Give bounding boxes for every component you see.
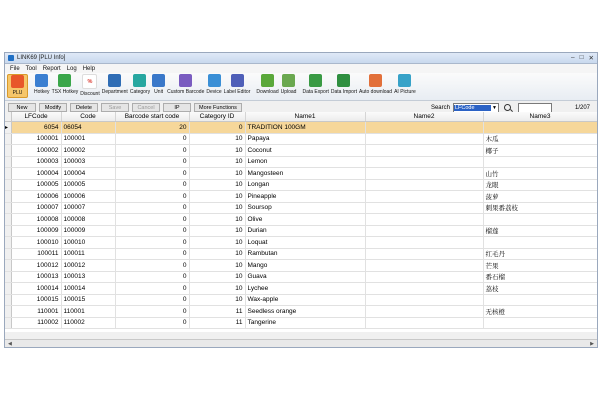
- table-row[interactable]: [5, 225, 597, 237]
- table-cell[interactable]: 榴莲: [483, 225, 597, 237]
- table-cell[interactable]: 100001: [11, 133, 61, 145]
- department-icon: [108, 74, 121, 87]
- table-cell[interactable]: 100015: [61, 294, 115, 306]
- table-cell[interactable]: [365, 133, 483, 145]
- table-cell[interactable]: [365, 214, 483, 226]
- data-import-icon: [337, 74, 350, 87]
- ribbon-toolbar: [5, 73, 597, 101]
- table-cell[interactable]: 无核橙: [483, 306, 597, 318]
- table-cell[interactable]: 100004: [11, 168, 61, 180]
- table-cell[interactable]: 10: [189, 168, 245, 180]
- table-cell[interactable]: 110002: [61, 317, 115, 329]
- table-cell[interactable]: [483, 294, 597, 306]
- table-cell[interactable]: [365, 283, 483, 295]
- table-cell[interactable]: 10: [189, 145, 245, 157]
- table-row[interactable]: [5, 145, 597, 157]
- ribbon-button[interactable]: [80, 74, 99, 97]
- page-indicator: 1/207: [574, 104, 590, 111]
- table-cell[interactable]: 0: [115, 306, 189, 318]
- scroll-right-icon[interactable]: ▶: [590, 340, 594, 347]
- table-row[interactable]: [5, 260, 597, 272]
- plu-table: [5, 112, 597, 332]
- column-header[interactable]: Category ID: [189, 112, 245, 122]
- ribbon-button[interactable]: [224, 74, 251, 95]
- table-cell[interactable]: 0: [115, 225, 189, 237]
- table-cell[interactable]: 0: [115, 237, 189, 249]
- table-cell[interactable]: Papaya: [245, 133, 365, 145]
- scroll-left-icon[interactable]: ◀: [8, 340, 12, 347]
- table-cell[interactable]: [483, 317, 597, 329]
- unit-icon: [152, 74, 165, 87]
- table-cell[interactable]: [483, 214, 597, 226]
- table-row[interactable]: [5, 122, 597, 134]
- ribbon-button-label: Label Editor: [223, 89, 251, 95]
- table-cell[interactable]: Tangerine: [245, 317, 365, 329]
- ribbon-button-label: Auto download: [359, 89, 393, 95]
- table-cell[interactable]: 100012: [61, 260, 115, 272]
- table-cell[interactable]: 100010: [11, 237, 61, 249]
- close-button[interactable]: ✕: [588, 55, 594, 62]
- table-cell[interactable]: 100014: [61, 283, 115, 295]
- table-cell[interactable]: 100015: [11, 294, 61, 306]
- table-cell[interactable]: Rambutan: [245, 248, 365, 260]
- table-cell[interactable]: Olive: [245, 214, 365, 226]
- table-cell[interactable]: 100007: [11, 202, 61, 214]
- table-cell[interactable]: 木瓜: [483, 133, 597, 145]
- table-cell[interactable]: Guava: [245, 271, 365, 283]
- chevron-down-icon: ▼: [492, 104, 497, 111]
- table-cell[interactable]: 0: [115, 156, 189, 168]
- table-cell[interactable]: 10: [189, 248, 245, 260]
- table-cell[interactable]: 10: [189, 283, 245, 295]
- horizontal-scrollbar[interactable]: [5, 339, 597, 347]
- table-cell[interactable]: 100011: [61, 248, 115, 260]
- table-cell[interactable]: 10: [189, 214, 245, 226]
- table-cell[interactable]: Soursop: [245, 202, 365, 214]
- ribbon-button[interactable]: [256, 74, 278, 95]
- data-export-icon: [309, 74, 322, 87]
- table-cell[interactable]: 0: [115, 260, 189, 272]
- table-cell[interactable]: 100003: [61, 156, 115, 168]
- ribbon-button[interactable]: [331, 74, 357, 95]
- barcode-icon: [179, 74, 192, 87]
- table-row[interactable]: [5, 306, 597, 318]
- table-cell[interactable]: 11: [189, 306, 245, 318]
- ribbon-button-label: Data Export: [302, 89, 329, 95]
- table-cell[interactable]: [365, 225, 483, 237]
- table-cell[interactable]: 菠萝: [483, 191, 597, 203]
- modify-button[interactable]: Modify: [39, 103, 67, 112]
- ribbon-button[interactable]: [302, 74, 328, 95]
- column-header[interactable]: Code: [61, 112, 115, 122]
- ribbon-button[interactable]: [130, 74, 150, 95]
- table-cell[interactable]: Loquat: [245, 237, 365, 249]
- table-cell[interactable]: 100011: [11, 248, 61, 260]
- table-cell[interactable]: 0: [115, 214, 189, 226]
- label-editor-icon: [231, 74, 244, 87]
- table-cell[interactable]: [365, 260, 483, 272]
- column-header[interactable]: Barcode start code: [115, 112, 189, 122]
- table-cell[interactable]: [365, 179, 483, 191]
- table-cell[interactable]: [365, 191, 483, 203]
- table-cell[interactable]: 110001: [61, 306, 115, 318]
- table-cell[interactable]: Mangosteen: [245, 168, 365, 180]
- table-cell[interactable]: 番石榴: [483, 271, 597, 283]
- table-row[interactable]: [5, 133, 597, 145]
- table-cell[interactable]: 110001: [11, 306, 61, 318]
- table-cell[interactable]: 100001: [61, 133, 115, 145]
- table-cell[interactable]: [365, 237, 483, 249]
- table-cell[interactable]: 100012: [11, 260, 61, 272]
- hotkey-icon: [35, 74, 48, 87]
- app-icon: [8, 55, 14, 61]
- table-header: [5, 112, 597, 122]
- table-cell[interactable]: 0: [189, 122, 245, 134]
- table-cell[interactable]: 0: [115, 145, 189, 157]
- table-cell[interactable]: [365, 317, 483, 329]
- table-row[interactable]: [5, 191, 597, 203]
- table-cell[interactable]: [483, 122, 597, 134]
- ribbon-button[interactable]: [394, 74, 416, 95]
- delete-button[interactable]: Delete: [70, 103, 98, 112]
- menu-file[interactable]: File: [10, 65, 20, 72]
- table-cell[interactable]: 10: [189, 202, 245, 214]
- table-cell[interactable]: 100007: [61, 202, 115, 214]
- table-cell[interactable]: 红毛丹: [483, 248, 597, 260]
- table-cell[interactable]: 100013: [11, 271, 61, 283]
- table-cell[interactable]: 100005: [61, 179, 115, 191]
- ribbon-button-label: Custom Barcode: [167, 89, 205, 95]
- table-cell[interactable]: TRADITION 100GM: [245, 122, 365, 134]
- table-cell[interactable]: 10: [189, 237, 245, 249]
- column-header[interactable]: Name1: [245, 112, 365, 122]
- maximize-button[interactable]: □: [579, 54, 584, 61]
- cancel-button[interactable]: Cancel: [132, 103, 160, 112]
- ribbon-button[interactable]: [152, 74, 165, 95]
- minimize-button[interactable]: –: [570, 54, 575, 61]
- table-cell[interactable]: [483, 156, 597, 168]
- category-icon: [133, 74, 146, 87]
- ribbon-button-label: Device: [206, 89, 222, 95]
- table-cell[interactable]: [483, 237, 597, 249]
- window-title: LINK69 [PLU Info]: [17, 55, 66, 61]
- table-cell[interactable]: 100006: [11, 191, 61, 203]
- download-icon: [261, 74, 274, 87]
- table-cell[interactable]: Longan: [245, 179, 365, 191]
- table-cell[interactable]: 100004: [61, 168, 115, 180]
- title-bar: [5, 53, 597, 64]
- table-row[interactable]: [5, 283, 597, 295]
- search-icon[interactable]: [504, 104, 511, 111]
- table-cell[interactable]: 10: [189, 260, 245, 272]
- device-icon: [208, 74, 221, 87]
- table-cell[interactable]: 10: [189, 294, 245, 306]
- table-cell[interactable]: 0: [115, 271, 189, 283]
- table-row[interactable]: [5, 179, 597, 191]
- table-cell[interactable]: Wax-apple: [245, 294, 365, 306]
- ribbon-button[interactable]: [34, 74, 50, 95]
- table-cell[interactable]: Mango: [245, 260, 365, 272]
- table-cell[interactable]: 刺果番荔枝: [483, 202, 597, 214]
- column-header[interactable]: Name2: [365, 112, 483, 122]
- upload-icon: [282, 74, 295, 87]
- table-cell[interactable]: 10: [189, 271, 245, 283]
- table-row[interactable]: [5, 156, 597, 168]
- table-cell[interactable]: 100003: [11, 156, 61, 168]
- table-cell[interactable]: 100009: [11, 225, 61, 237]
- search-field-select[interactable]: [453, 103, 499, 113]
- table-cell[interactable]: 100009: [61, 225, 115, 237]
- tsx-hotkey-icon: [58, 74, 71, 87]
- new-button[interactable]: New: [8, 103, 36, 112]
- table-row[interactable]: [5, 248, 597, 260]
- table-cell[interactable]: [365, 202, 483, 214]
- table-cell[interactable]: 芒果: [483, 260, 597, 272]
- column-header[interactable]: LFCode: [11, 112, 61, 122]
- table-cell[interactable]: 0: [115, 202, 189, 214]
- row-selector[interactable]: ▸: [5, 122, 11, 134]
- ribbon-button-label: Department: [101, 89, 128, 95]
- search-label: Search: [430, 104, 450, 111]
- menu-tool[interactable]: Tool: [25, 65, 37, 72]
- ai-picture-icon: [398, 74, 411, 87]
- ip-button[interactable]: IP: [163, 103, 191, 112]
- plu-icon: [11, 75, 24, 88]
- table-cell[interactable]: 100014: [11, 283, 61, 295]
- save-button[interactable]: Save: [101, 103, 129, 112]
- ribbon-button[interactable]: [281, 74, 297, 95]
- table-cell[interactable]: [365, 156, 483, 168]
- table-cell[interactable]: 10: [189, 156, 245, 168]
- table-cell[interactable]: [365, 306, 483, 318]
- table-cell[interactable]: 10: [189, 179, 245, 191]
- ribbon-button-label: Upload: [280, 89, 297, 95]
- ribbon-button[interactable]: [7, 74, 28, 98]
- table-cell[interactable]: 龙眼: [483, 179, 597, 191]
- ribbon-button[interactable]: [359, 74, 392, 95]
- table-cell[interactable]: 100005: [11, 179, 61, 191]
- table-cell[interactable]: 100002: [61, 145, 115, 157]
- table-row[interactable]: [5, 214, 597, 226]
- table-cell[interactable]: 100010: [61, 237, 115, 249]
- menu-bar: [5, 64, 597, 73]
- table-cell[interactable]: 100008: [61, 214, 115, 226]
- table-cell[interactable]: [365, 294, 483, 306]
- ribbon-button-label: Hotkey: [34, 89, 50, 95]
- ribbon-button-label: Download: [256, 89, 279, 95]
- discount-icon: %: [82, 74, 97, 89]
- table-cell[interactable]: Pineapple: [245, 191, 365, 203]
- ribbon-button-label: Unit: [154, 89, 164, 95]
- table-cell[interactable]: 0: [115, 179, 189, 191]
- ribbon-button-label: AI Picture: [394, 89, 416, 95]
- menu-log[interactable]: Log: [66, 65, 77, 72]
- table-cell[interactable]: 0: [115, 168, 189, 180]
- table-cell[interactable]: 100006: [61, 191, 115, 203]
- table-cell[interactable]: [365, 122, 483, 134]
- table-cell[interactable]: 20: [115, 122, 189, 134]
- table-cell[interactable]: 100013: [61, 271, 115, 283]
- table-row[interactable]: [5, 168, 597, 180]
- auto-download-icon: [369, 74, 382, 87]
- table-cell[interactable]: 0: [115, 133, 189, 145]
- table-cell[interactable]: 100008: [11, 214, 61, 226]
- table-cell[interactable]: Lemon: [245, 156, 365, 168]
- table-row[interactable]: [5, 294, 597, 306]
- table-cell[interactable]: 11: [189, 317, 245, 329]
- table-cell[interactable]: 10: [189, 191, 245, 203]
- table-cell[interactable]: 0: [115, 283, 189, 295]
- table-cell[interactable]: 110002: [11, 317, 61, 329]
- table-cell[interactable]: 6054: [11, 122, 61, 134]
- table-cell[interactable]: 山竹: [483, 168, 597, 180]
- table-cell[interactable]: Coconut: [245, 145, 365, 157]
- app-window: [4, 52, 598, 348]
- ribbon-button-label: Category: [129, 89, 151, 95]
- table-row[interactable]: [5, 271, 597, 283]
- ribbon-button[interactable]: [52, 74, 79, 95]
- search-input[interactable]: [518, 103, 552, 113]
- table-cell[interactable]: [365, 168, 483, 180]
- table-cell[interactable]: 06054: [61, 122, 115, 134]
- ribbon-button-label: Discount: [80, 91, 100, 97]
- column-header[interactable]: Name3: [483, 112, 597, 122]
- ribbon-button[interactable]: [102, 74, 128, 95]
- table-cell[interactable]: [365, 145, 483, 157]
- ribbon-button-label: Data Import: [330, 89, 357, 95]
- table-row[interactable]: [5, 202, 597, 214]
- more-functions-button[interactable]: More Functions: [194, 103, 242, 112]
- table-cell[interactable]: 0: [115, 191, 189, 203]
- ribbon-button-label: PLU: [12, 90, 23, 96]
- table-cell[interactable]: Lychee: [245, 283, 365, 295]
- table-cell[interactable]: 0: [115, 294, 189, 306]
- ribbon-button-label: TSX Hotkey: [51, 89, 79, 95]
- table-cell[interactable]: 100002: [11, 145, 61, 157]
- table-cell[interactable]: 10: [189, 133, 245, 145]
- table-cell[interactable]: 椰子: [483, 145, 597, 157]
- table-cell[interactable]: 0: [115, 317, 189, 329]
- table-cell[interactable]: [365, 248, 483, 260]
- ribbon-button[interactable]: [206, 74, 221, 95]
- search-field-value: LFCode: [454, 105, 491, 111]
- table-cell[interactable]: Durian: [245, 225, 365, 237]
- table-cell[interactable]: Seedless orange: [245, 306, 365, 318]
- table-cell[interactable]: 10: [189, 225, 245, 237]
- table-cell[interactable]: [365, 271, 483, 283]
- ribbon-button[interactable]: [167, 74, 204, 95]
- menu-report[interactable]: Report: [42, 65, 61, 72]
- table-row[interactable]: [5, 237, 597, 249]
- menu-help[interactable]: Help: [82, 65, 96, 72]
- table-cell[interactable]: 荔枝: [483, 283, 597, 295]
- table-row[interactable]: [5, 317, 597, 329]
- table-cell[interactable]: 0: [115, 248, 189, 260]
